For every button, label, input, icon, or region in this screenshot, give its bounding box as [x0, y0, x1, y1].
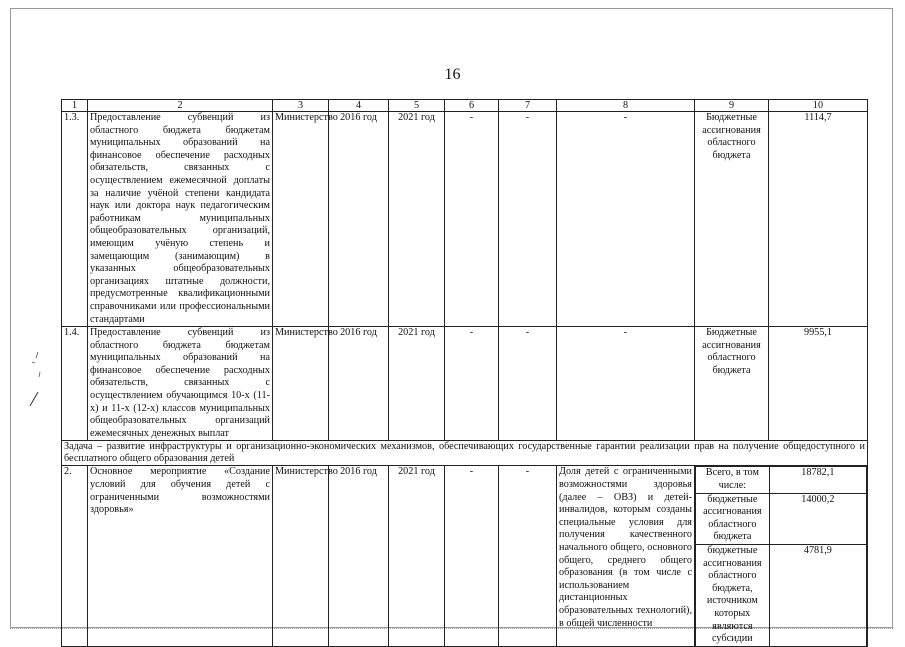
row-executor: Министерство [273, 327, 329, 441]
funding-source: бюджетные ассигнования областного бюджета [696, 493, 770, 544]
row-executor: Министерство [273, 112, 329, 327]
row-start-year: 2016 год [329, 466, 389, 646]
row-end-year: 2021 год [389, 466, 445, 646]
page-number: 16 [444, 66, 461, 83]
row-number: 2. [62, 466, 88, 646]
row-amount: 1114,7 [769, 112, 868, 327]
row-description: Основное мероприятие «Создание условий для обучения детей с ограниченными возможностями здоровья» [88, 466, 273, 646]
column-header: 9 [695, 100, 769, 112]
row-description: Предоставление субвенций из областного бюджета бюджетам муниципальных образований на финансовое обеспечение расходных обязательств, связанных с осуществлением ежемесячной доплаты за наличие учёной степени кандидата наук или доктора наук педагогическим работникам муниципальных общеобразовательных организаций, имеющим учёную степень и замещающим (занимающим) в указанных общеобразовательных организациях штатные должности, предусмотренные квалификационными справочниками или профессиональными стандартами [88, 112, 273, 327]
table-row [62, 327, 868, 441]
row-start-year: 2016 год [329, 112, 389, 327]
row-col6: - [445, 112, 499, 327]
funding-amount: 14000,2 [769, 493, 866, 544]
funding-breakdown [695, 466, 868, 646]
row-indicator: Доля детей с ограниченными возможностями здоровья (далее – ОВЗ) и детей-инвалидов, которым созданы специальные условия для получения качественного начального общего, основного общего, среднего общего образования (в том числе с использованием дистанционных образовательных технологий), в общей численности [557, 466, 695, 646]
row-end-year: 2021 год [389, 112, 445, 327]
row-col6: - [445, 327, 499, 441]
row-end-year: 2021 год [389, 327, 445, 441]
task-text: Задача – развитие инфраструктуры и организационно-экономических механизмов, обеспечивающих государственные гарантии реализации прав на получение общедоступного и бесплатного общего образования детей [62, 441, 868, 466]
row-executor: Министерство [273, 466, 329, 646]
row-number: 1.4. [62, 327, 88, 441]
funding-source: Всего, в том числе: [696, 467, 770, 493]
funding-amount: 4781,9 [769, 545, 866, 646]
program-table [61, 99, 868, 647]
scan-marks [26, 350, 46, 410]
table-header-row [62, 100, 868, 112]
row-funding-source: Бюджетные ассигнования областного бюджета [695, 327, 769, 441]
row-funding-source: Бюджетные ассигнования областного бюджета [695, 112, 769, 327]
column-header: 3 [273, 100, 329, 112]
table-row [62, 112, 868, 327]
row-col6: - [445, 466, 499, 646]
funding-row [696, 493, 867, 544]
column-header: 2 [88, 100, 273, 112]
funding-breakdown-table [695, 466, 867, 645]
row-description: Предоставление субвенций из областного бюджета бюджетам муниципальных образований на финансовое обеспечение расходных обязательств, связанных с осуществлением обучающимся 10-х (11-х) и 11-х (12-х) классов муниципальных общеобразовательных организаций ежемесячных денежных выплат [88, 327, 273, 441]
funding-row [696, 467, 867, 493]
task-row [62, 441, 868, 466]
column-header: 8 [557, 100, 695, 112]
table-row [62, 466, 868, 646]
column-header: 5 [389, 100, 445, 112]
column-header: 1 [62, 100, 88, 112]
row-amount: 9955,1 [769, 327, 868, 441]
column-header: 10 [769, 100, 868, 112]
funding-amount: 18782,1 [769, 467, 866, 493]
row-indicator: - [557, 112, 695, 327]
column-header: 7 [499, 100, 557, 112]
row-col7: - [499, 327, 557, 441]
row-col7: - [499, 466, 557, 646]
row-start-year: 2016 год [329, 327, 389, 441]
column-header: 4 [329, 100, 389, 112]
row-number: 1.3. [62, 112, 88, 327]
row-indicator: - [557, 327, 695, 441]
row-col7: - [499, 112, 557, 327]
column-header: 6 [445, 100, 499, 112]
funding-row [696, 545, 867, 646]
funding-source: бюджетные ассигнования областного бюджета, источником которых являются субсидии [696, 545, 770, 646]
